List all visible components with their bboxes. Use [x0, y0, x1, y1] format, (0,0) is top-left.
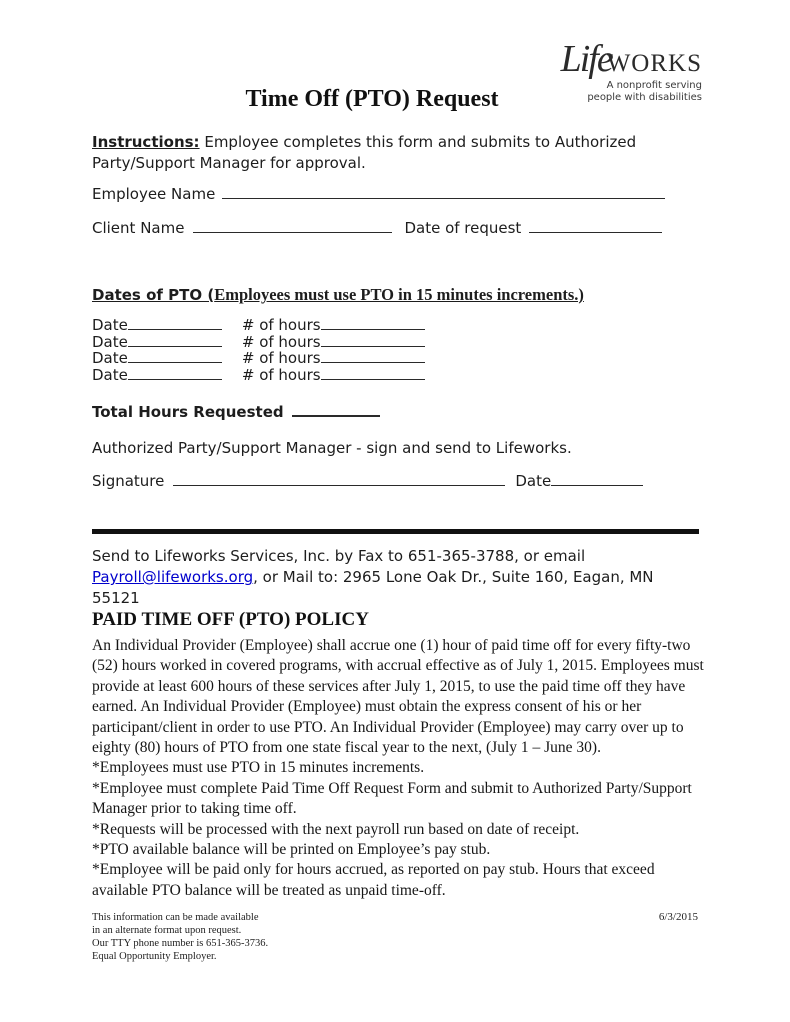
policy-bullet: *Employees must use PTO in 15 minutes increments. — [92, 759, 425, 777]
payroll-email-link[interactable]: Payroll@lifeworks.org — [92, 568, 254, 586]
footer-note-line: Our TTY phone number is 651-365-3736. — [92, 938, 269, 949]
date-row — [92, 350, 425, 367]
date-blank — [128, 367, 222, 380]
hours-label: # of hours — [241, 349, 321, 367]
instructions-label: Instructions: — [92, 133, 200, 151]
send-to-text-after: , or Mail to: 2965 Lone Oak Dr., Suite 160, Eagan, MN 55121 — [92, 568, 654, 607]
policy-bullet: *Employee will be paid only for hours accrued, as reported on pay stub. Hours that exceed available PTO balance will be treated as unpaid time-off. — [92, 861, 655, 899]
policy-bullet: *Requests will be processed with the next payroll run based on date of receipt. — [92, 820, 580, 838]
signature-date-label: Date — [515, 472, 552, 490]
date-blank — [128, 334, 222, 347]
client-name-label: Client Name — [92, 219, 185, 237]
page-title: Time Off (PTO) Request — [245, 86, 499, 112]
dates-of-pto-heading-serif: Employees must use PTO in 15 minutes increments.) — [214, 285, 584, 304]
client-name-row — [92, 218, 698, 239]
footer-note-line: This information can be made available — [92, 912, 259, 923]
footer-date: 6/3/2015 — [658, 911, 698, 923]
policy-body — [92, 636, 706, 901]
footer-note-line: in an alternate format upon request. — [92, 925, 242, 936]
policy-heading: PAID TIME OFF (PTO) POLICY — [92, 609, 369, 630]
hours-blank — [321, 317, 425, 330]
policy-paragraph: An Individual Provider (Employee) shall accrue one (1) hour of paid time off for every fifty-two (52) hours worked in covered programs, with accrual effective as of July 1, 2015. Employees must provide at least 600 hours of these services after July 1, 2015, to use the paid time off they have earned. An Individual Provider (Employee) must obtain the express consent of his or her participant/client in order to use PTO. An Individual Provider (Employee) may carry over up to eighty (80) hours of PTO from one state fiscal year to the next, (July 1 – June 30). — [92, 637, 704, 757]
signature-blank — [173, 471, 505, 486]
date-row — [92, 334, 425, 351]
section-divider — [92, 529, 699, 534]
lifeworks-tagline-line1: A nonprofit serving — [606, 80, 702, 91]
lifeworks-tagline-line2: people with disabilities — [587, 92, 702, 103]
signature-date-blank — [551, 471, 643, 486]
total-hours-label: Total Hours Requested — [92, 403, 284, 421]
employee-name-row — [92, 184, 698, 205]
instructions-text: Employee completes this form and submits to Authorized Party/Support Manager for approval. — [92, 133, 637, 172]
hours-blank — [321, 334, 425, 347]
policy-bullet: *PTO available balance will be printed on Employee’s pay stub. — [92, 841, 491, 859]
date-blank — [128, 350, 222, 363]
date-label: Date — [92, 365, 128, 384]
date-label: Date — [92, 332, 128, 351]
total-hours-blank — [292, 402, 380, 417]
policy-bullet: *Employee must complete Paid Time Off Request Form and submit to Authorized Party/Support Manager prior to taking time off. — [92, 779, 692, 818]
instructions — [92, 132, 648, 174]
employee-name-blank — [222, 184, 665, 199]
date-of-request-label: Date of request — [404, 219, 522, 237]
total-hours-row — [92, 402, 380, 423]
date-of-request-blank — [529, 218, 662, 233]
lifeworks-wordmark-life: Life — [560, 38, 612, 80]
date-label: Date — [92, 316, 128, 334]
date-label: Date — [92, 349, 128, 367]
send-to-note — [92, 546, 702, 609]
hours-label: # of hours — [241, 332, 321, 351]
footer-note-line: Equal Opportunity Employer. — [92, 951, 217, 962]
signature-row — [92, 471, 698, 492]
date-row — [92, 317, 425, 334]
employee-name-label: Employee Name — [92, 185, 216, 203]
dates-of-pto-heading — [92, 285, 584, 305]
date-rows — [92, 317, 425, 383]
dates-of-pto-heading-sans: Dates of PTO ( — [92, 286, 215, 304]
send-to-text-before: Send to Lifeworks Services, Inc. by Fax to 651-365-3788, or email — [92, 547, 586, 565]
hours-label: # of hours — [241, 316, 321, 334]
lifeworks-wordmark — [561, 40, 702, 78]
date-blank — [128, 317, 222, 330]
hours-blank — [321, 367, 425, 380]
signature-label: Signature — [92, 472, 165, 490]
client-name-blank — [193, 218, 392, 233]
authorized-party-note: Authorized Party/Support Manager - sign and send to Lifeworks. — [92, 439, 572, 457]
hours-label: # of hours — [241, 365, 321, 384]
lifeworks-wordmark-works: WORKS — [606, 50, 702, 77]
hours-blank — [321, 350, 425, 363]
footer-notes — [92, 911, 698, 963]
date-row — [92, 367, 425, 384]
